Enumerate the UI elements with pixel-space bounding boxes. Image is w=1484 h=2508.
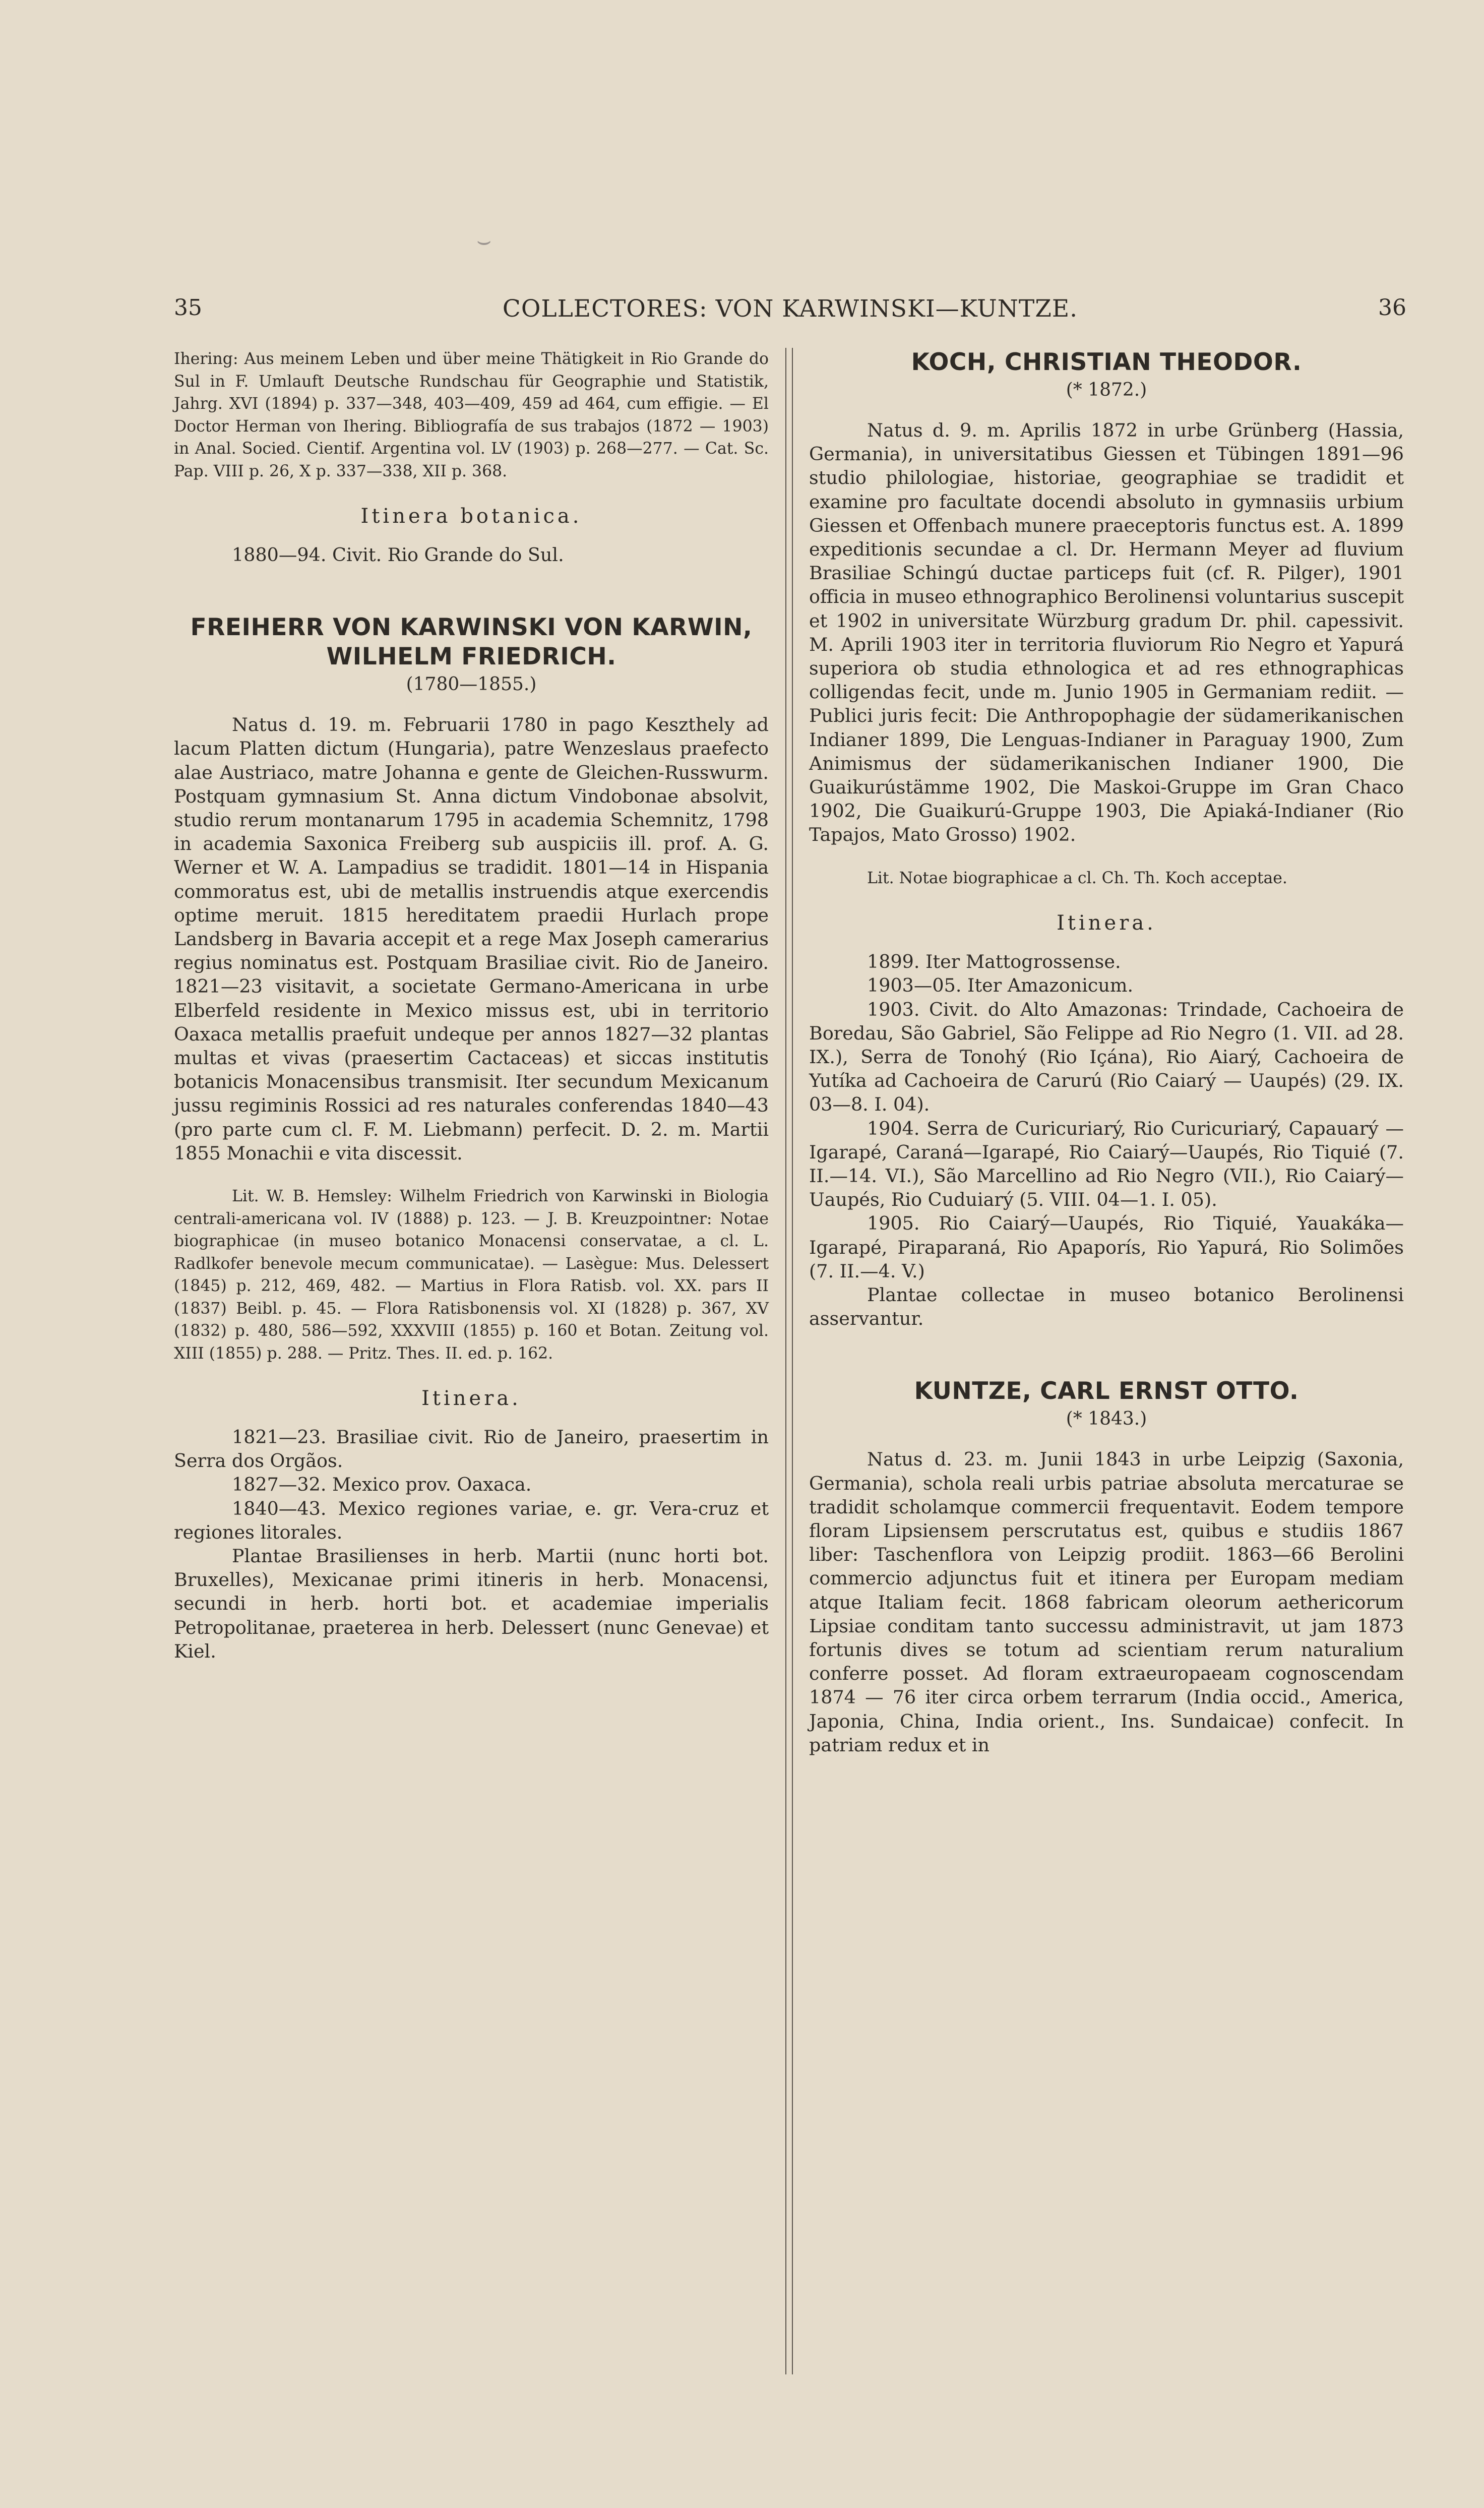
column-divider <box>785 348 793 2374</box>
left-column <box>174 348 769 1663</box>
karwinski-literature: Lit. W. B. Hemsley: Wilhelm Friedrich von Karwinski in Biologia centrali-americana vol. IV (1888) p. 123. — J. B. Kreuzpointner: Notae biographicae (in museo botanico Monacensi conservatae, a cl. L. Radlkofer benevole mecum communicatae). — Lasègue: Mus. Delessert (1845) p. 212, 469, 482. — Martius in Flora Ratisb. vol. XX. pars II (1837) Beibl. p. 45. — Flora Ratisbonensis vol. XI (1828) p. 367, XV (1832) p. 480, 586—592, XXXVIII (1855) p. 160 et Botan. Zeitung vol. XIII (1855) p. 288. — Pritz. Thes. II. ed. p. 162. <box>174 1187 769 1363</box>
itinera-entry: 1827—32. Mexico prov. Oaxaca. <box>232 1474 532 1496</box>
itinera-entry: 1899. Iter Mattogrossense. <box>867 951 1121 973</box>
koch-name: KOCH, CHRISTIAN THEODOR. <box>911 348 1302 376</box>
itinera-entry: 1821—23. Brasiliae civit. Rio de Janeiro, praesertim in Serra dos Orgãos. <box>174 1426 769 1472</box>
itinera-entry: 1903—05. Iter Amazonicum. <box>867 974 1134 997</box>
kuntze-name: KUNTZE, CARL ERNST OTTO. <box>914 1377 1299 1405</box>
kuntze-biography: Natus d. 23. m. Junii 1843 in urbe Leipzig (Saxonia, Germania), schola reali urbis patriae absoluta mercaturae se tradidit scholamque commercii frequentavit. Eodem tempore floram Lipsiensem perscrutatus est, quibus e studiis 1867 liber: Taschenflora von Leipzig prodiit. 1863—66 Berolini commercio adjunctus fuit et itinera per Europam mediam atque Italiam fecit. 1868 fabricam oleorum aethericorum Lipsiae conditam tanto successu administravit, ut jam 1873 fortunis dives se totum ad scientiam rerum naturalium conferre posset. Ad floram extraeuropaeam cognoscendam 1874 — 76 iter circa orbem terrarum (India occid., America, Japonia, China, India orient., Ins. Sundaicae) confecit. In patriam redux et in <box>809 1448 1404 1756</box>
itinera-entry: 1904. Serra de Curicuriarý, Rio Curicuriarý, Capauarý —Igarapé, Caraná—Igarapé, Rio Caiarý—Uaupés, Rio Tiquié (7. II.—14. VI.), São Marcellino ad Rio Negro (VII.), Rio Caiarý—Uaupés, Rio Cuduiarý (5. VIII. 04—1. I. 05). <box>809 1117 1404 1211</box>
itinera-entry: 1905. Rio Caiarý—Uaupés, Rio Tiquié, Yauakáka—Igarapé, Piraparaná, Rio Apaporís, Rio Yapurá, Rio Solimões (7. II.—4. V.) <box>809 1212 1404 1282</box>
page-number-left: 35 <box>174 295 202 321</box>
koch-literature: Lit. Notae biographicae a cl. Ch. Th. Koch acceptae. <box>867 869 1287 887</box>
itinera-botanica-heading: Itinera botanica. <box>360 505 582 528</box>
koch-biography: Natus d. 9. m. Aprilis 1872 in urbe Grünberg (Hassia, Germania), in universitatibus Giessen et Tübingen 1891—96 studio philologiae, historiae, geographiae se tradidit et examine pro facultate docendi absoluto in gymnasiis urbium Giessen et Offenbach munere praeceptoris functus est. A. 1899 expeditionis secundae a cl. Dr. Hermann Meyer ad fluvium Brasiliae Schingú ductae particeps fuit (cf. R. Pilger), 1901 officia in museo ethnographico Berolinensi voluntarius suscepit et 1902 in universitate Würzburg gradum Dr. phil. capessivit. M. Aprili 1903 iter in territoria fluviorum Rio Negro et Yapurá superiora ob studia ethnologica et ad res ethnographicas colligendas fecit, unde m. Junio 1905 in Germaniam rediit. — Publici juris fecit: Die Anthropophagie der südamerikanischen Indianer 1899, Die Lenguas-Indianer in Paraguay 1900, Zum Animismus der südamerikanischen Indianer 1900, Die Guaikurústämme 1902, Die Maskoi-Gruppe im Gran Chaco 1902, Die Guaikurú-Gruppe 1903, Die Apiaká-Indianer (Rio Tapajos, Mato Grosso) 1902. <box>809 419 1404 846</box>
karwinski-name-line-2: WILHELM FRIEDRICH. <box>326 643 616 671</box>
ihering-literature: Ihering: Aus meinem Leben und über meine Thätigkeit in Rio Grande do Sul in F. Umlauft Deutsche Rundschau für Geographie und Statistik, Jahrg. XVI (1894) p. 337—348, 403—409, 459 ad 464, cum effigie. — El Doctor Herman von Ihering. Bibliografía de sus trabajos (1872 — 1903) in Anal. Socied. Cientif. Argentina vol. LV (1903) p. 268—277. — Cat. Sc. Pap. VIII p. 26, X p. 337—338, XII p. 368. <box>174 350 769 480</box>
itinera-botanica-line: 1880—94. Civit. Rio Grande do Sul. <box>232 544 564 566</box>
koch-plantae-note: Plantae collectae in museo botanico Berolinensi asservantur. <box>809 1284 1404 1330</box>
karwinski-biography: Natus d. 19. m. Februarii 1780 in pago Keszthely ad lacum Platten dictum (Hungaria), patre Wenzeslaus praefecto alae Austriaco, matre Johanna e gente de Gleichen-Russwurm. Postquam gymnasium St. Anna dictum Vindobonae absolvit, studio rerum montanarum 1795 in academia Schemnitz, 1798 in academia Saxonica Freiberg sub auspiciis ill. prof. A. G. Werner et W. A. Lampadius se tradidit. 1801—14 in Hispania commoratus est, ubi de metallis instruendis atque exercendis optime meruit. 1815 hereditatem praedii Hurlach prope Landsberg in Bavaria accepit et a rege Max Joseph camerarius regius nominatus est. Postquam Brasiliae civit. Rio de Janeiro. 1821—23 visitavit, a societate Germano-Americana in urbe Elberfeld residente in Mexico missus est, ubi in territorio Oaxaca metallis praefuit undeque per annos 1827—32 plantas multas et vivas (praesertim Cactaceas) et siccas institutis botanicis Monacensibus transmisit. Iter secundum Mexicanum jussu regiminis Rossici ad res naturales conferendas 1840—43 (pro parte cum cl. F. M. Liebmann) perfecit. D. 2. m. Martii 1855 Monachii e vita discessit. <box>174 714 769 1164</box>
page-number-right: 36 <box>1378 295 1406 321</box>
plantae-note: Plantae Brasilienses in herb. Martii (nunc horti bot. Bruxelles), Mexicanae primi itineris in herb. Monacensi, secundi in herb. horti bot. et academiae imperialis Petropolitanae, praeterea in herb. Delessert (nunc Genevae) et Kiel. <box>174 1545 769 1662</box>
karwinski-dates: (1780—1855.) <box>406 674 537 695</box>
kuntze-dates: (* 1843.) <box>1066 1409 1147 1430</box>
karwinski-name-line-1: FREIHERR VON KARWINSKI VON KARWIN, <box>190 614 753 642</box>
itinera-entry: 1840—43. Mexico regiones variae, e. gr. Vera-cruz et regiones litorales. <box>174 1497 769 1543</box>
koch-itinera-heading: Itinera. <box>1057 911 1156 935</box>
itinera-heading: Itinera. <box>421 1387 521 1411</box>
koch-dates: (* 1872.) <box>1066 380 1147 400</box>
itinera-entry: 1903. Civit. do Alto Amazonas: Trindade, Cachoeira de Boredau, São Gabriel, São Felippe ad Rio Negro (1. VII. ad 28. IX.), Serra de Tonohý (Rio Içána), Rio Aiarý, Cachoeira de Yutíka ad Cachoeira de Carurú (Rio Caiarý — Uaupés) (29. IX. 03—8. I. 04). <box>809 998 1404 1116</box>
running-head <box>174 295 1406 330</box>
right-column <box>809 348 1404 1757</box>
running-title: COLLECTORES: VON KARWINSKI—KUNTZE. <box>502 295 1078 323</box>
pencil-mark: ⌣ <box>476 227 492 254</box>
